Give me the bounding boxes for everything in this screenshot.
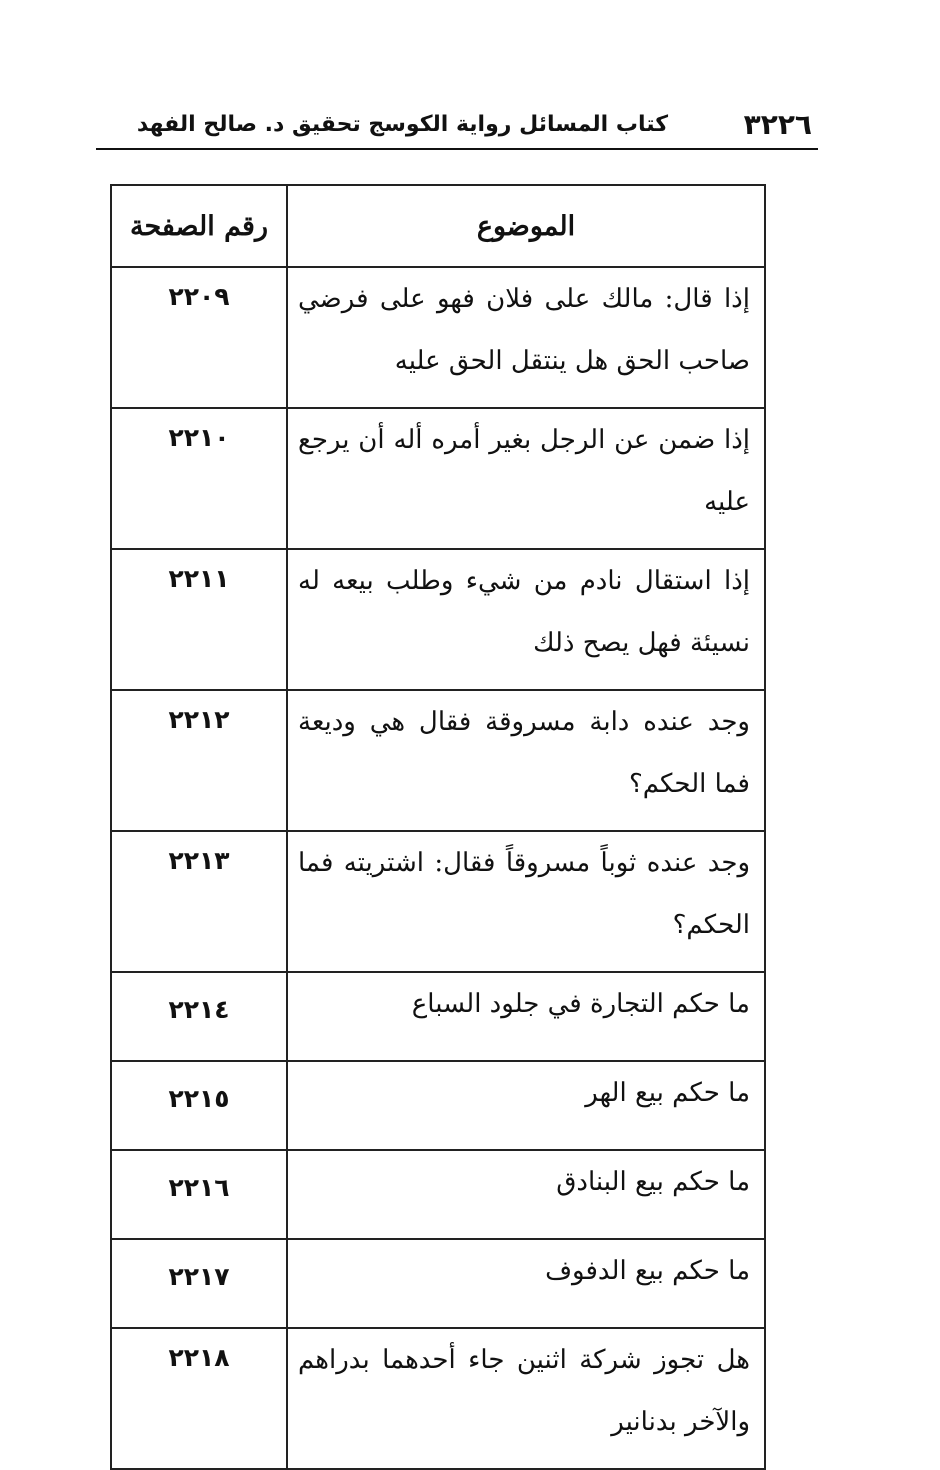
topic-cell: ما حكم بيع الهر: [287, 1061, 765, 1150]
page-number-cell: ٢٢١٣: [111, 831, 287, 972]
table-row: [111, 549, 765, 690]
page-number-cell: ٢٢١٤: [111, 972, 287, 1061]
topic-cell: إذا ضمن عن الرجل بغير أمره أله أن يرجع عليه: [287, 408, 765, 549]
topic-cell: هل تجوز شركة اثنين جاء أحدهما بدراهم والآخر بدنانير: [287, 1328, 765, 1469]
table-row: [111, 1150, 765, 1239]
page-number-cell: ٢٢٠٩: [111, 267, 287, 408]
topics-index-table: [110, 184, 766, 1470]
topic-cell: إذا استقال نادم من شيء وطلب بيعه له نسيئة فهل يصح ذلك: [287, 549, 765, 690]
column-header-page: رقم الصفحة: [111, 185, 287, 267]
page-header: [96, 104, 818, 148]
topic-cell: ما حكم التجارة في جلود السباع: [287, 972, 765, 1061]
page-number-cell: ٢٢١٢: [111, 690, 287, 831]
table-row: [111, 690, 765, 831]
page-number-cell: ٢٢١٠: [111, 408, 287, 549]
page-number: ٣٢٢٦: [743, 108, 812, 141]
table-row: [111, 267, 765, 408]
running-title: كتاب المسائل رواية الكوسج تحقيق د. صالح الفهد: [136, 112, 668, 137]
page-number-cell: ٢٢١٧: [111, 1239, 287, 1328]
page-number-cell: ٢٢١٥: [111, 1061, 287, 1150]
topic-cell: وجد عنده ثوباً مسروقاً فقال: اشتريته فما الحكم؟: [287, 831, 765, 972]
page-number-cell: ٢٢١٦: [111, 1150, 287, 1239]
column-header-topic: الموضوع: [287, 185, 765, 267]
table-row: [111, 408, 765, 549]
table-row: [111, 1239, 765, 1328]
page-number-cell: ٢٢١٨: [111, 1328, 287, 1469]
page-number-cell: ٢٢١١: [111, 549, 287, 690]
table-row: [111, 972, 765, 1061]
topic-cell: إذا قال: مالك على فلان فهو على فرضي صاحب الحق هل ينتقل الحق عليه: [287, 267, 765, 408]
topic-cell: وجد عنده دابة مسروقة فقال هي وديعة فما الحكم؟: [287, 690, 765, 831]
topic-cell: ما حكم بيع البنادق: [287, 1150, 765, 1239]
table-row: [111, 1328, 765, 1469]
table-row: [111, 1061, 765, 1150]
table-header-row: [111, 185, 765, 267]
header-divider: [96, 148, 818, 150]
table-row: [111, 831, 765, 972]
topic-cell: ما حكم بيع الدفوف: [287, 1239, 765, 1328]
